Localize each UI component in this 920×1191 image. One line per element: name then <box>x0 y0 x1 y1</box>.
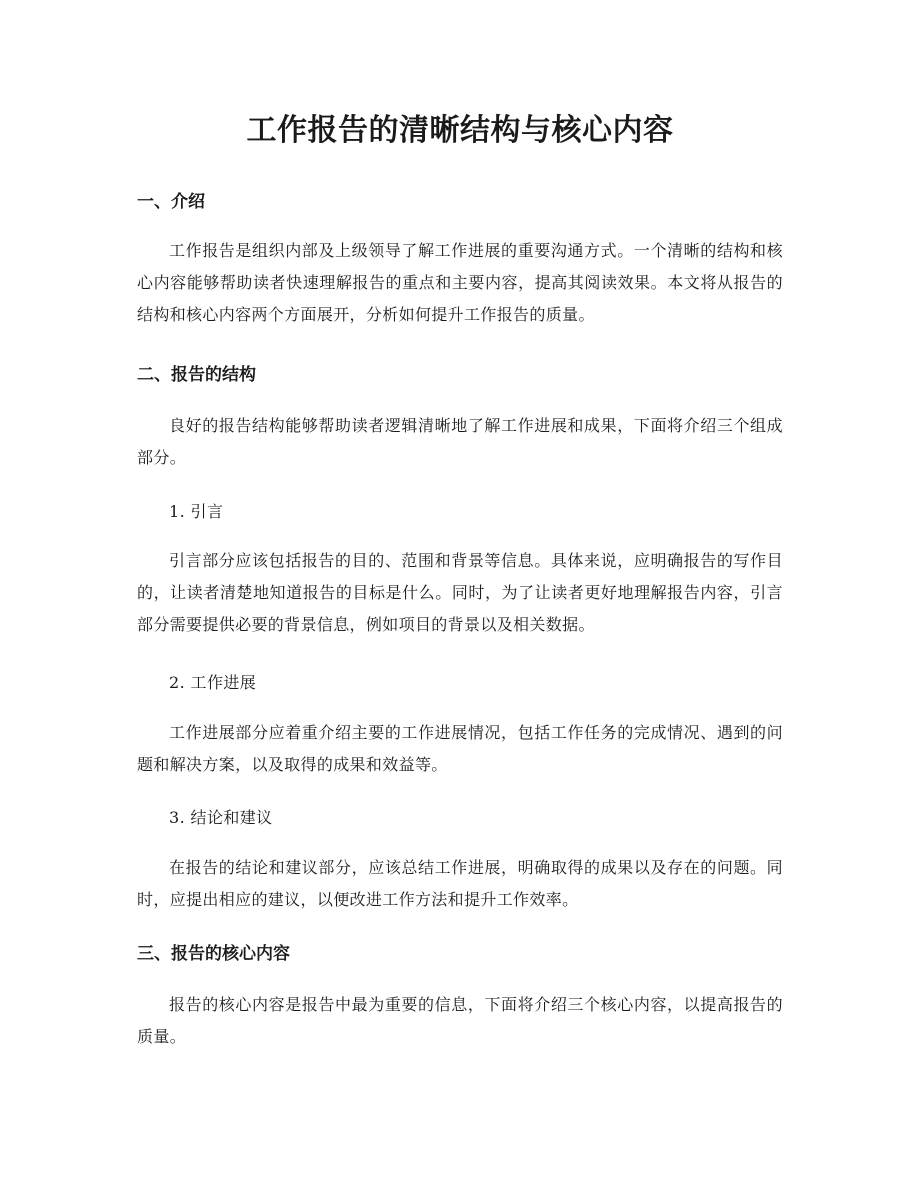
page-title: 工作报告的清晰结构与核心内容 <box>246 113 674 148</box>
paragraph-conclusion: 在报告的结论和建议部分，应该总结工作进展，明确取得的成果以及存在的问题。同时，应提出相应的建议，以便改进工作方法和提升工作效率。 <box>137 858 783 909</box>
section-heading-core-content: 三、报告的核心内容 <box>137 944 290 964</box>
item-label-introduction: 1. 引言 <box>169 502 224 521</box>
paragraph-progress: 工作进展部分应着重介绍主要的工作进展情况，包括工作任务的完成情况、遇到的问题和解决方案，以及取得的成果和效益等。 <box>137 723 783 774</box>
paragraph-structure: 良好的报告结构能够帮助读者逻辑清晰地了解工作进展和成果，下面将介绍三个组成部分。 <box>137 416 783 467</box>
paragraph-introduction: 引言部分应该包括报告的目的、范围和背景等信息。具体来说，应明确报告的写作目的，让读者清楚地知道报告的目标是什么。同时，为了让读者更好地理解报告内容，引言部分需要提供必要的背景信息，例如项目的背景以及相关数据。 <box>137 551 783 634</box>
paragraph-core-content: 报告的核心内容是报告中最为重要的信息，下面将介绍三个核心内容，以提高报告的质量。 <box>137 995 783 1046</box>
item-label-progress: 2. 工作进展 <box>169 673 257 692</box>
section-heading-structure: 二、报告的结构 <box>137 365 256 385</box>
paragraph-intro: 工作报告是组织内部及上级领导了解工作进展的重要沟通方式。一个清晰的结构和核心内容能够帮助读者快速理解报告的重点和主要内容，提高其阅读效果。本文将从报告的结构和核心内容两个方面展开，分析如何提升工作报告的质量。 <box>137 241 783 324</box>
item-label-conclusion: 3. 结论和建议 <box>169 808 273 827</box>
section-heading-intro: 一、介绍 <box>137 192 205 212</box>
